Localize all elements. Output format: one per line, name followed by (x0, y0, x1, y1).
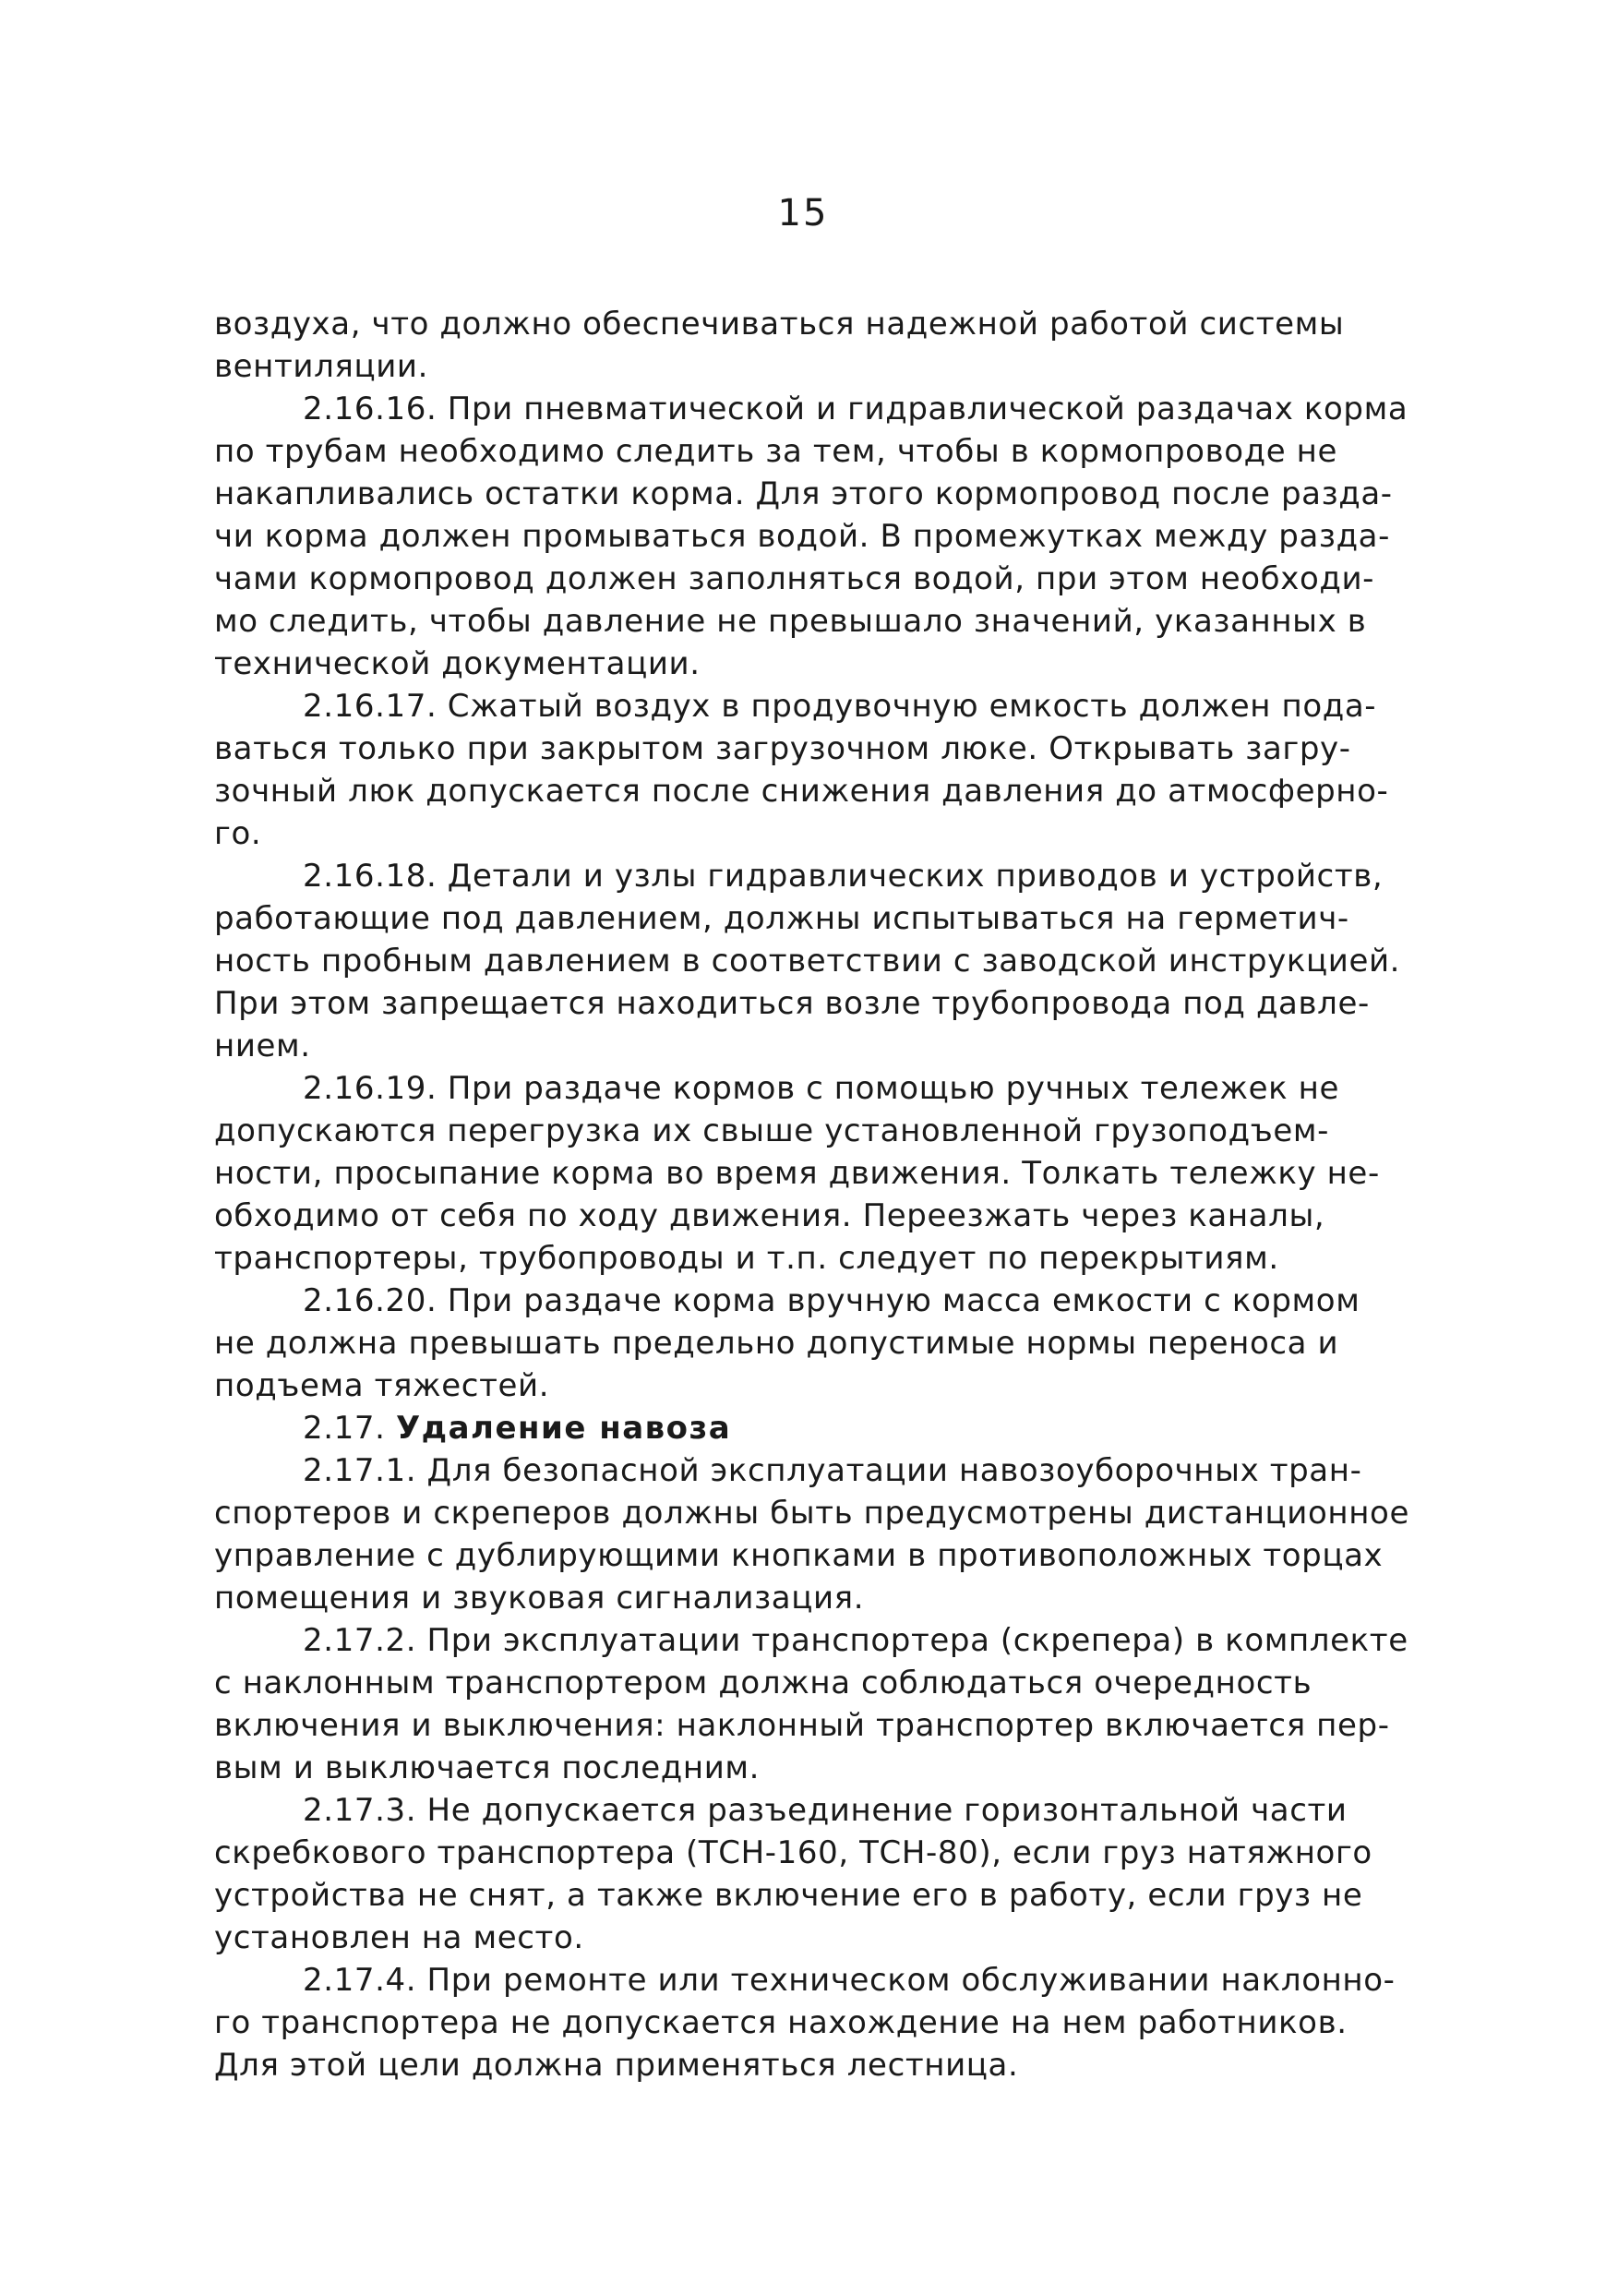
text-line: мо следить, чтобы давление не превышало значений, указанных в (214, 603, 1367, 640)
section-heading-number: 2.17. (303, 1410, 386, 1447)
paragraph-start: 2.17.1. Для безопасной эксплуатации навозоуборочных тран- (303, 1452, 1362, 1489)
paragraph-start: 2.16.18. Детали и узлы гидравлических приводов и устройств, (303, 858, 1384, 895)
text-line: ность пробным давлением в соответствии с заводской инструкцией. (214, 943, 1401, 980)
text-line: не должна превышать предельно допустимые нормы переноса и (214, 1325, 1339, 1362)
text-line: ности, просыпание корма во время движения. Толкать тележку не- (214, 1155, 1380, 1192)
text-line: вентиляции. (214, 348, 429, 385)
paragraph-start: 2.16.19. При раздаче кормов с помощью ручных тележек не (303, 1070, 1339, 1107)
text-line: воздуха, что должно обеспечиваться надежной работой системы (214, 306, 1345, 343)
text-line: зочный люк допускается после снижения давления до атмосферно- (214, 773, 1389, 810)
text-line: спортеров и скреперов должны быть предусмотрены дистанционное (214, 1495, 1409, 1532)
paragraph-start: 2.16.16. При пневматической и гидравлической раздачах корма (303, 391, 1408, 427)
text-line: по трубам необходимо следить за тем, чтобы в кормопроводе не (214, 433, 1337, 470)
paragraph-start: 2.16.17. Сжатый воздух в продувочную емкость должен пода- (303, 688, 1377, 725)
text-line: помещения и звуковая сигнализация. (214, 1580, 865, 1617)
paragraph-start: 2.16.20. При раздаче корма вручную масса емкости с кормом (303, 1282, 1360, 1319)
paragraph-start: 2.17.2. При эксплуатации транспортера (скрепера) в комплекте (303, 1622, 1408, 1659)
text-line: работающие под давлением, должны испытываться на герметич- (214, 900, 1349, 937)
text-line: вым и выключается последним. (214, 1749, 761, 1786)
text-line: Для этой цели должна применяться лестница. (214, 2047, 1019, 2084)
section-heading (214, 1407, 1423, 1449)
section-heading-title: Удаление навоза (395, 1410, 732, 1447)
text-line: го. (214, 815, 262, 852)
text-line: с наклонным транспортером должна соблюдаться очередность (214, 1665, 1312, 1701)
text-line: технической документации. (214, 645, 701, 682)
text-line: транспортеры, трубопроводы и т.п. следует по перекрытиям. (214, 1240, 1279, 1277)
page-number: 15 (777, 192, 829, 234)
text-line: чами кормопровод должен заполняться водой, при этом необходи- (214, 560, 1375, 597)
text-line: накапливались остатки корма. Для этого кормопровод после разда- (214, 475, 1393, 512)
text-line: скребкового транспортера (ТСН-160, ТСН-80), если груз натяжного (214, 1834, 1372, 1871)
text-line: обходимо от себя по ходу движения. Переезжать через каналы, (214, 1197, 1325, 1234)
text-line: ваться только при закрытом загрузочном люке. Открывать загру- (214, 730, 1351, 767)
paragraph-start: 2.17.3. Не допускается разъединение горизонтальной части (303, 1792, 1348, 1829)
text-line: установлен на место. (214, 1919, 584, 1956)
text-line: включения и выключения: наклонный транспортер включается пер- (214, 1707, 1390, 1744)
text-line: чи корма должен промываться водой. В промежутках между разда- (214, 518, 1390, 555)
text-line: го транспортера не допускается нахождение на нем работников. (214, 2004, 1348, 2041)
text-line: допускаются перегрузка их свыше установленной грузоподъем- (214, 1112, 1329, 1149)
text-line: нием. (214, 1028, 311, 1064)
document-body (214, 303, 1423, 2086)
paragraph-start: 2.17.4. При ремонте или техническом обслуживании наклонно- (303, 1962, 1396, 1999)
text-line: При этом запрещается находиться возле трубопровода под давле- (214, 985, 1370, 1022)
text-line: подъема тяжестей. (214, 1367, 550, 1404)
text-line: устройства не снят, а также включение его в работу, если груз не (214, 1877, 1363, 1914)
text-line: управление с дублирующими кнопками в противоположных торцах (214, 1537, 1384, 1574)
